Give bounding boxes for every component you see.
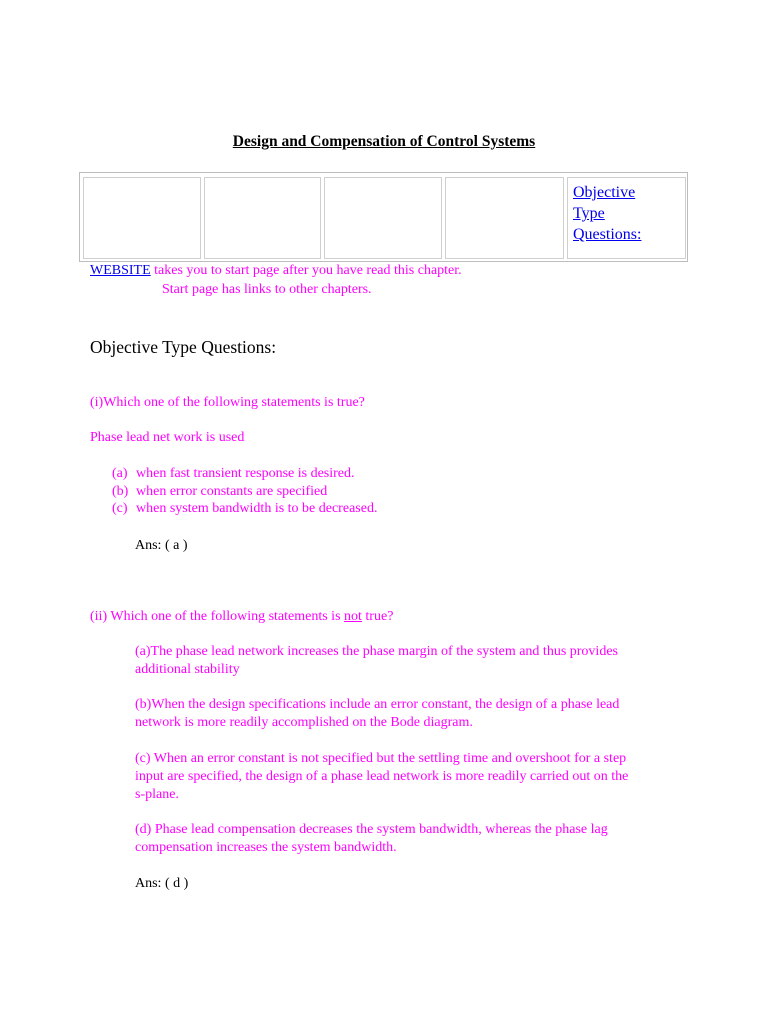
option-label: (a): [112, 466, 128, 481]
website-note-text: takes you to start page after you have read this chapter.: [150, 263, 462, 278]
website-note-line-1: [90, 263, 462, 279]
q2-option-c-line-1: (c) When an error constant is not specified but the settling time and overshoot for a step: [135, 751, 627, 766]
q1-option-a: [112, 466, 355, 482]
q2-option-c-line-2: input are specified, the design of a phase lead network is more readily carried out on the: [135, 769, 629, 784]
chapter-nav-table: [79, 172, 688, 262]
q2-option-d-line-2: compensation increases the system bandwidth.: [135, 840, 397, 855]
q2-option-c-line-3: s-plane.: [135, 787, 179, 802]
option-text: when error constants are specified: [136, 484, 328, 499]
nav-cell-empty-2: [204, 177, 321, 259]
q2-question-emphasis: not: [344, 609, 362, 624]
section-heading: Objective Type Questions:: [90, 337, 277, 357]
nav-cell-empty-4: [445, 177, 564, 259]
nav-cell-empty-3: [324, 177, 442, 259]
website-note-line-2: Start page has links to other chapters.: [162, 282, 372, 297]
q2-option-d-line-1: (d) Phase lead compensation decreases the system bandwidth, whereas the phase lag: [135, 822, 608, 837]
q2-option-a-line-2: additional stability: [135, 662, 240, 677]
q1-answer: Ans: ( a ): [135, 538, 188, 553]
link-line-1: Objective: [573, 184, 636, 201]
q1-option-b: [112, 484, 328, 500]
link-line-2: Type: [573, 205, 605, 222]
q1-question: (i)Which one of the following statements is true?: [90, 395, 365, 410]
nav-cell-empty-1: [83, 177, 201, 259]
option-text: when fast transient response is desired.: [136, 466, 355, 481]
option-label: (c): [112, 501, 128, 516]
objective-questions-link[interactable]: [568, 178, 685, 245]
link-line-3: Questions:: [573, 226, 642, 243]
q2-option-b-line-2: network is more readily accomplished on the Bode diagram.: [135, 715, 473, 730]
option-text: when system bandwidth is to be decreased.: [136, 501, 378, 516]
q1-stem: Phase lead net work is used: [90, 430, 245, 445]
q1-option-c: [112, 501, 378, 517]
q2-option-b-line-1: (b)When the design specifications include an error constant, the design of a phase lead: [135, 697, 620, 712]
q2-question-pre: (ii) Which one of the following statements is: [90, 609, 345, 624]
q2-question-post: true?: [361, 609, 394, 624]
nav-cell-objective[interactable]: [567, 177, 686, 259]
document-title: Design and Compensation of Control Systems: [232, 133, 536, 150]
website-link[interactable]: WEBSITE: [90, 263, 151, 278]
q2-answer: Ans: ( d ): [135, 876, 189, 891]
q2-option-a-line-1: (a)The phase lead network increases the phase margin of the system and thus provides: [135, 644, 618, 659]
option-label: (b): [112, 484, 129, 499]
q2-question: [90, 609, 393, 625]
